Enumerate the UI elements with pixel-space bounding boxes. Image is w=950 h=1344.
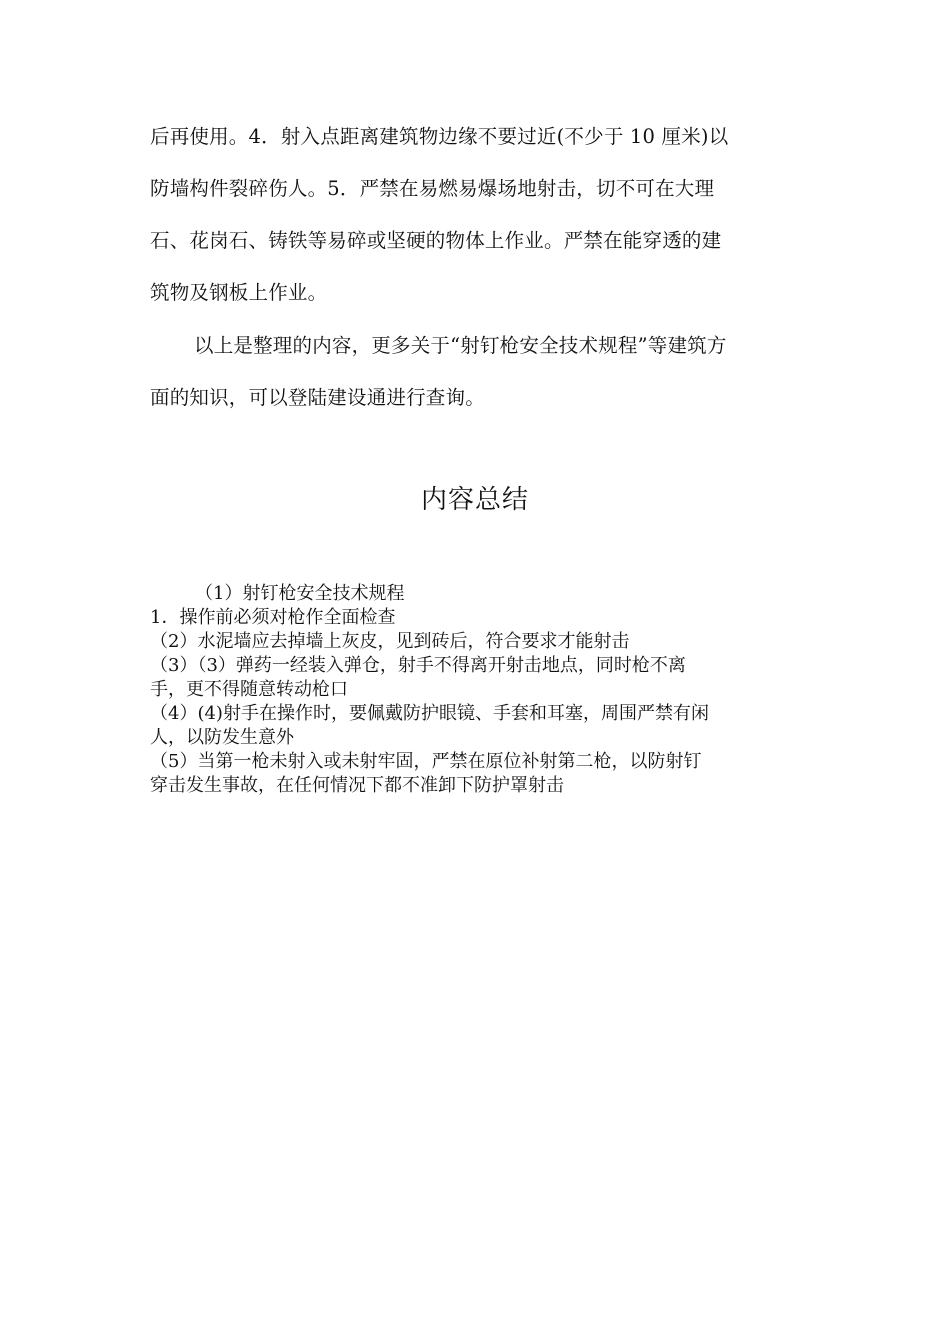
paragraph-line: 面的知识，可以登陆建设通进行查询。 bbox=[150, 386, 485, 409]
summary-line: （4）(4)射手在操作时，要佩戴防护眼镜、手套和耳塞，周围严禁有闲 bbox=[150, 703, 709, 724]
summary-list bbox=[150, 582, 810, 798]
paragraph-line: 后再使用。4．射入点距离建筑物边缘不要过近(不少于 10 厘米)以 bbox=[150, 125, 729, 148]
paragraph-line: 防墙构件裂碎伤人。5．严禁在易燃易爆场地射击，切不可在大理 bbox=[150, 177, 715, 200]
summary-line: 1．操作前必须对枪作全面检查 bbox=[150, 607, 396, 628]
summary-line: （2）水泥墙应去掉墙上灰皮，见到砖后，符合要求才能射击 bbox=[150, 631, 630, 652]
paragraph-line: 石、花岗石、铸铁等易碎或坚硬的物体上作业。严禁在能穿透的建 bbox=[150, 229, 722, 252]
summary-line: 手，更不得随意转动枪口 bbox=[150, 679, 348, 700]
body-paragraph-closing bbox=[150, 320, 810, 424]
summary-line: 人，以防发生意外 bbox=[150, 727, 294, 748]
body-paragraph-safety-rules bbox=[150, 111, 810, 319]
section-title-summary: 内容总结 bbox=[420, 485, 529, 515]
summary-line: （1）射钉枪安全技术规程 bbox=[195, 583, 405, 604]
summary-line: 穿击发生事故，在任何情况下都不准卸下防护罩射击 bbox=[150, 775, 564, 796]
paragraph-line: 以上是整理的内容，更多关于“射钉枪安全技术规程”等建筑方 bbox=[194, 334, 727, 357]
summary-line: （3）（3）弹药一经装入弹仓，射手不得离开射击地点，同时枪不离 bbox=[150, 655, 686, 676]
paragraph-line: 筑物及钢板上作业。 bbox=[150, 281, 328, 304]
summary-line: （5）当第一枪未射入或未射牢固，严禁在原位补射第二枪，以防射钉 bbox=[150, 751, 702, 772]
